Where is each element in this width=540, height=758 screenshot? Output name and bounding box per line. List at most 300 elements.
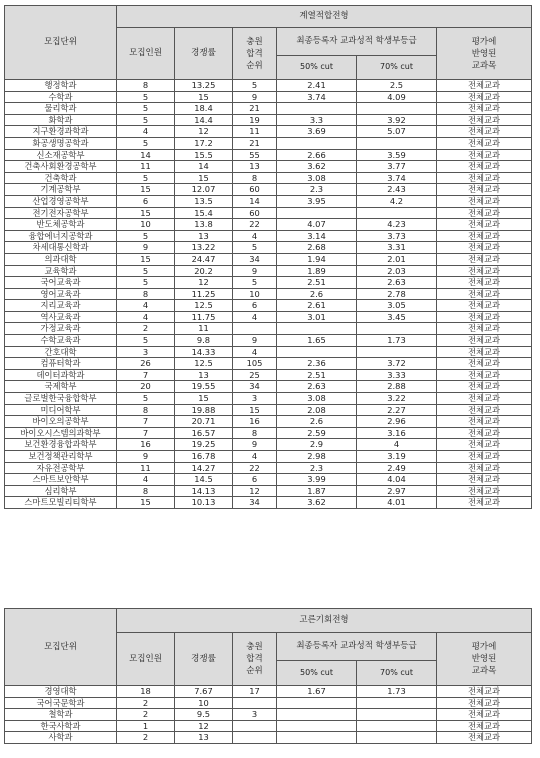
cell-cut70: 3.74: [357, 172, 437, 184]
table-row: [5, 80, 532, 92]
cell-cut50: 3.74: [277, 91, 357, 103]
cell-subject: 전체교과: [437, 91, 532, 103]
cell-subject: 전체교과: [437, 149, 532, 161]
cell-subject: 전체교과: [437, 242, 532, 254]
table-row: [5, 686, 532, 698]
cell-ratio: 14.5: [175, 474, 233, 486]
cell-ratio: 15.5: [175, 149, 233, 161]
admission-table-1: [4, 5, 532, 509]
cell-quota: 26: [117, 358, 175, 370]
cell-ratio: 13: [175, 732, 233, 744]
cell-reserve-rank: 4: [233, 311, 277, 323]
cell-ratio: 9.8: [175, 335, 233, 347]
cell-cut50: 2.6: [277, 416, 357, 428]
table-row: [5, 720, 532, 732]
cell-quota: 5: [117, 137, 175, 149]
cell-department: 경영대학: [5, 686, 117, 698]
cell-reserve-rank: 14: [233, 195, 277, 207]
table-row: [5, 172, 532, 184]
cell-cut50: 1.94: [277, 253, 357, 265]
reserve-header: 충원 합격 순위: [233, 28, 277, 80]
cell-quota: 3: [117, 346, 175, 358]
cell-department: 역사교육과: [5, 311, 117, 323]
cell-subject: 전체교과: [437, 451, 532, 463]
cell-subject: 전체교과: [437, 114, 532, 126]
cell-reserve-rank: 105: [233, 358, 277, 370]
cell-cut50: 2.51: [277, 277, 357, 289]
cell-cut70: 4.2: [357, 195, 437, 207]
table-row: [5, 416, 532, 428]
cell-ratio: 16.78: [175, 451, 233, 463]
cell-reserve-rank: 19: [233, 114, 277, 126]
cell-cut50: [277, 697, 357, 709]
cell-subject: 전체교과: [437, 393, 532, 405]
cell-reserve-rank: 3: [233, 709, 277, 721]
cell-cut50: [277, 709, 357, 721]
cell-department: 사학과: [5, 732, 117, 744]
cell-ratio: 15.4: [175, 207, 233, 219]
cell-department: 보건정책관리학부: [5, 451, 117, 463]
cell-cut50: 2.68: [277, 242, 357, 254]
cell-ratio: 17.2: [175, 137, 233, 149]
cell-department: 융합에너지공학과: [5, 230, 117, 242]
cell-cut70: [357, 103, 437, 115]
cell-reserve-rank: 10: [233, 288, 277, 300]
cell-subject: 전체교과: [437, 195, 532, 207]
cell-subject: 전체교과: [437, 207, 532, 219]
table-row: [5, 103, 532, 115]
cell-quota: 5: [117, 91, 175, 103]
cell-department: 국제학부: [5, 381, 117, 393]
cell-reserve-rank: 3: [233, 393, 277, 405]
cell-subject: 전체교과: [437, 265, 532, 277]
cell-cut50: 4.07: [277, 219, 357, 231]
cell-cut70: 2.27: [357, 404, 437, 416]
cell-department: 영어교육과: [5, 288, 117, 300]
table-row: [5, 230, 532, 242]
cell-ratio: 15: [175, 393, 233, 405]
cell-quota: 8: [117, 288, 175, 300]
cell-department: 물리학과: [5, 103, 117, 115]
dept-header: 모집단위: [5, 6, 117, 80]
cell-cut50: 1.89: [277, 265, 357, 277]
cell-quota: 11: [117, 462, 175, 474]
table-row: [5, 137, 532, 149]
table-row: [5, 474, 532, 486]
cell-reserve-rank: 34: [233, 381, 277, 393]
cell-reserve-rank: 9: [233, 439, 277, 451]
cell-quota: 8: [117, 404, 175, 416]
cell-cut50: 2.3: [277, 184, 357, 196]
cell-department: 지구환경과학과: [5, 126, 117, 138]
cell-department: 바이오시스템의과학부: [5, 427, 117, 439]
cell-cut50: 3.62: [277, 161, 357, 173]
cell-cut70: 3.59: [357, 149, 437, 161]
cell-reserve-rank: 15: [233, 404, 277, 416]
cell-ratio: 20.2: [175, 265, 233, 277]
cell-cut70: 2.97: [357, 485, 437, 497]
table-row: [5, 709, 532, 721]
cell-department: 한국사학과: [5, 720, 117, 732]
cell-reserve-rank: 16: [233, 416, 277, 428]
cell-subject: 전체교과: [437, 335, 532, 347]
cell-ratio: 12.5: [175, 300, 233, 312]
cell-ratio: 14.4: [175, 114, 233, 126]
table-row: [5, 184, 532, 196]
table-row: [5, 485, 532, 497]
cell-cut50: 1.65: [277, 335, 357, 347]
table-row: [5, 311, 532, 323]
table-row: [5, 114, 532, 126]
cell-reserve-rank: 8: [233, 427, 277, 439]
table-row: [5, 697, 532, 709]
cell-cut50: 2.08: [277, 404, 357, 416]
cell-cut50: 2.9: [277, 439, 357, 451]
cut50-header: 50% cut: [277, 56, 357, 80]
cell-department: 반도체공학과: [5, 219, 117, 231]
cell-cut50: 3.99: [277, 474, 357, 486]
cell-subject: 전체교과: [437, 697, 532, 709]
cell-department: 바이오의공학부: [5, 416, 117, 428]
table-row: [5, 323, 532, 335]
cell-department: 기계공학부: [5, 184, 117, 196]
cell-ratio: 7.67: [175, 686, 233, 698]
cell-ratio: 13.5: [175, 195, 233, 207]
cell-reserve-rank: 5: [233, 80, 277, 92]
cell-cut50: [277, 346, 357, 358]
cell-cut70: 3.92: [357, 114, 437, 126]
cell-cut50: 3.08: [277, 172, 357, 184]
cell-reserve-rank: 17: [233, 686, 277, 698]
cell-quota: 14: [117, 149, 175, 161]
subject-header: 평가에 반영된 교과목: [437, 633, 532, 686]
table-row: [5, 242, 532, 254]
table-row: [5, 126, 532, 138]
cell-reserve-rank: 22: [233, 219, 277, 231]
table-row: [5, 462, 532, 474]
cell-subject: 전체교과: [437, 137, 532, 149]
cell-quota: 5: [117, 230, 175, 242]
cell-reserve-rank: 60: [233, 207, 277, 219]
cell-ratio: 13: [175, 230, 233, 242]
cell-quota: 2: [117, 709, 175, 721]
cell-reserve-rank: 25: [233, 369, 277, 381]
table-row: [5, 393, 532, 405]
cell-cut70: 3.05: [357, 300, 437, 312]
group-title: 고른기회전형: [117, 609, 532, 633]
cell-quota: 10: [117, 219, 175, 231]
cell-cut70: 2.63: [357, 277, 437, 289]
cell-department: 국어국문학과: [5, 697, 117, 709]
cell-subject: 전체교과: [437, 404, 532, 416]
cell-subject: 전체교과: [437, 369, 532, 381]
cell-ratio: 11.75: [175, 311, 233, 323]
cell-subject: 전체교과: [437, 485, 532, 497]
cell-subject: 전체교과: [437, 497, 532, 509]
cell-reserve-rank: 13: [233, 161, 277, 173]
cell-reserve-rank: 34: [233, 497, 277, 509]
cell-ratio: 10.13: [175, 497, 233, 509]
cell-department: 심리학부: [5, 485, 117, 497]
cell-ratio: 20.71: [175, 416, 233, 428]
cell-cut70: [357, 720, 437, 732]
cell-reserve-rank: 60: [233, 184, 277, 196]
cut70-header: 70% cut: [357, 661, 437, 686]
cell-quota: 5: [117, 265, 175, 277]
cell-quota: 15: [117, 497, 175, 509]
table-row: [5, 300, 532, 312]
cell-ratio: 24.47: [175, 253, 233, 265]
cell-quota: 16: [117, 439, 175, 451]
cell-cut70: [357, 137, 437, 149]
cell-reserve-rank: 4: [233, 451, 277, 463]
cell-reserve-rank: 55: [233, 149, 277, 161]
cell-ratio: 19.25: [175, 439, 233, 451]
cell-quota: 2: [117, 732, 175, 744]
dept-header: 모집단위: [5, 609, 117, 686]
table-row: [5, 358, 532, 370]
cell-quota: 6: [117, 195, 175, 207]
cell-reserve-rank: 21: [233, 137, 277, 149]
cell-ratio: 13: [175, 369, 233, 381]
cell-cut70: 4.04: [357, 474, 437, 486]
cell-department: 글로벌한국융합학부: [5, 393, 117, 405]
cell-ratio: 11.25: [175, 288, 233, 300]
cell-cut70: 4.23: [357, 219, 437, 231]
cell-subject: 전체교과: [437, 709, 532, 721]
table-row: [5, 149, 532, 161]
ratio-header: 경쟁률: [175, 28, 233, 80]
table-row: [5, 288, 532, 300]
cell-ratio: 10: [175, 697, 233, 709]
table-row: [5, 265, 532, 277]
cell-cut70: 2.5: [357, 80, 437, 92]
cell-cut50: 1.87: [277, 485, 357, 497]
cell-cut50: 3.95: [277, 195, 357, 207]
cell-quota: 15: [117, 253, 175, 265]
cell-quota: 4: [117, 300, 175, 312]
cell-cut70: 3.31: [357, 242, 437, 254]
cell-quota: 5: [117, 172, 175, 184]
group-title: 계열적합전형: [117, 6, 532, 28]
cell-cut70: 3.19: [357, 451, 437, 463]
cell-quota: 15: [117, 184, 175, 196]
cell-department: 스마트모빌리티학부: [5, 497, 117, 509]
cell-ratio: 9.5: [175, 709, 233, 721]
cell-department: 자유전공학부: [5, 462, 117, 474]
cell-ratio: 13.8: [175, 219, 233, 231]
cell-quota: 1: [117, 720, 175, 732]
subject-header: 평가에 반영된 교과목: [437, 28, 532, 80]
table-row: [5, 161, 532, 173]
cell-department: 화공생명공학과: [5, 137, 117, 149]
cell-cut70: 2.43: [357, 184, 437, 196]
cell-cut50: [277, 323, 357, 335]
table-row: [5, 732, 532, 744]
cell-cut50: 2.6: [277, 288, 357, 300]
grade-header: 최종등록자 교과성적 학생부등급: [277, 633, 437, 661]
cell-reserve-rank: [233, 323, 277, 335]
cell-cut70: 5.07: [357, 126, 437, 138]
ratio-header: 경쟁률: [175, 633, 233, 686]
table-row: [5, 427, 532, 439]
cell-subject: 전체교과: [437, 300, 532, 312]
cell-department: 미디어학부: [5, 404, 117, 416]
cell-reserve-rank: 9: [233, 91, 277, 103]
cell-subject: 전체교과: [437, 172, 532, 184]
cell-subject: 전체교과: [437, 732, 532, 744]
cell-cut50: 2.66: [277, 149, 357, 161]
cell-cut50: [277, 137, 357, 149]
cell-department: 지리교육과: [5, 300, 117, 312]
cell-ratio: 12: [175, 720, 233, 732]
table-row: [5, 381, 532, 393]
cell-ratio: 12: [175, 277, 233, 289]
cell-reserve-rank: 11: [233, 126, 277, 138]
cell-cut70: 3.73: [357, 230, 437, 242]
cell-reserve-rank: [233, 720, 277, 732]
cell-cut70: 4: [357, 439, 437, 451]
cell-ratio: 13.25: [175, 80, 233, 92]
cell-subject: 전체교과: [437, 80, 532, 92]
cell-cut70: [357, 323, 437, 335]
cell-subject: 전체교과: [437, 103, 532, 115]
cell-cut50: 3.01: [277, 311, 357, 323]
cell-department: 건축사회환경공학부: [5, 161, 117, 173]
cell-subject: 전체교과: [437, 161, 532, 173]
cell-quota: 8: [117, 80, 175, 92]
cell-quota: 5: [117, 393, 175, 405]
cell-reserve-rank: 9: [233, 335, 277, 347]
table-row: [5, 253, 532, 265]
cell-reserve-rank: 12: [233, 485, 277, 497]
cell-ratio: 18.4: [175, 103, 233, 115]
cell-ratio: 19.55: [175, 381, 233, 393]
cell-ratio: 11: [175, 323, 233, 335]
cell-cut50: [277, 103, 357, 115]
cell-subject: 전체교과: [437, 253, 532, 265]
cell-cut70: [357, 732, 437, 744]
cell-quota: 20: [117, 381, 175, 393]
cell-department: 화학과: [5, 114, 117, 126]
quota-header: 모집인원: [117, 633, 175, 686]
cell-quota: 4: [117, 126, 175, 138]
cell-reserve-rank: 34: [233, 253, 277, 265]
cell-cut50: 2.59: [277, 427, 357, 439]
reserve-header: 충원 합격 순위: [233, 633, 277, 686]
cell-quota: 7: [117, 416, 175, 428]
cell-cut70: [357, 709, 437, 721]
cell-ratio: 15: [175, 172, 233, 184]
cell-quota: 4: [117, 474, 175, 486]
table-row: [5, 277, 532, 289]
cell-cut70: [357, 346, 437, 358]
cell-subject: 전체교과: [437, 323, 532, 335]
quota-header: 모집인원: [117, 28, 175, 80]
cell-department: 간호대학: [5, 346, 117, 358]
table-row: [5, 91, 532, 103]
grade-header: 최종등록자 교과성적 학생부등급: [277, 28, 437, 56]
table-row: [5, 497, 532, 509]
table-row: [5, 346, 532, 358]
cell-quota: 5: [117, 114, 175, 126]
cut50-header: 50% cut: [277, 661, 357, 686]
cell-cut70: 2.03: [357, 265, 437, 277]
cell-quota: 15: [117, 207, 175, 219]
cell-cut50: 2.36: [277, 358, 357, 370]
cell-cut70: 2.96: [357, 416, 437, 428]
cell-department: 수학교육과: [5, 335, 117, 347]
cell-subject: 전체교과: [437, 439, 532, 451]
cell-subject: 전체교과: [437, 416, 532, 428]
cell-cut50: [277, 732, 357, 744]
cell-cut70: 2.78: [357, 288, 437, 300]
cell-ratio: 12.5: [175, 358, 233, 370]
cell-cut50: 2.63: [277, 381, 357, 393]
cell-quota: 5: [117, 335, 175, 347]
cell-quota: 8: [117, 485, 175, 497]
cell-quota: 5: [117, 277, 175, 289]
cell-cut50: [277, 207, 357, 219]
cell-quota: 18: [117, 686, 175, 698]
cell-cut50: 3.3: [277, 114, 357, 126]
cell-cut70: 2.49: [357, 462, 437, 474]
cell-cut70: 1.73: [357, 335, 437, 347]
cell-subject: 전체교과: [437, 346, 532, 358]
cut70-header: 70% cut: [357, 56, 437, 80]
cell-cut70: 2.01: [357, 253, 437, 265]
table-row: [5, 335, 532, 347]
table-row: [5, 404, 532, 416]
cell-reserve-rank: 22: [233, 462, 277, 474]
cell-cut50: 2.61: [277, 300, 357, 312]
cell-subject: 전체교과: [437, 311, 532, 323]
cell-department: 행정학과: [5, 80, 117, 92]
cell-department: 전기전자공학부: [5, 207, 117, 219]
table-row: [5, 207, 532, 219]
cell-ratio: 14.13: [175, 485, 233, 497]
cell-reserve-rank: 6: [233, 300, 277, 312]
cell-subject: 전체교과: [437, 358, 532, 370]
cell-department: 보건환경융합과학부: [5, 439, 117, 451]
cell-ratio: 16.57: [175, 427, 233, 439]
cell-quota: 7: [117, 369, 175, 381]
cell-quota: 11: [117, 161, 175, 173]
cell-cut70: [357, 697, 437, 709]
cell-department: 철학과: [5, 709, 117, 721]
cell-reserve-rank: [233, 732, 277, 744]
cell-quota: 2: [117, 697, 175, 709]
cell-department: 의과대학: [5, 253, 117, 265]
cell-ratio: 14.33: [175, 346, 233, 358]
cell-reserve-rank: 4: [233, 230, 277, 242]
cell-ratio: 14: [175, 161, 233, 173]
cell-subject: 전체교과: [437, 720, 532, 732]
cell-reserve-rank: 4: [233, 346, 277, 358]
cell-department: 국어교육과: [5, 277, 117, 289]
cell-reserve-rank: 21: [233, 103, 277, 115]
cell-cut70: 3.33: [357, 369, 437, 381]
table-row: [5, 369, 532, 381]
cell-cut70: 3.22: [357, 393, 437, 405]
cell-reserve-rank: 5: [233, 242, 277, 254]
cell-cut50: 3.14: [277, 230, 357, 242]
cell-cut70: 2.88: [357, 381, 437, 393]
cell-cut70: 3.72: [357, 358, 437, 370]
cell-cut50: 2.41: [277, 80, 357, 92]
cell-subject: 전체교과: [437, 474, 532, 486]
cell-department: 데이터과학과: [5, 369, 117, 381]
